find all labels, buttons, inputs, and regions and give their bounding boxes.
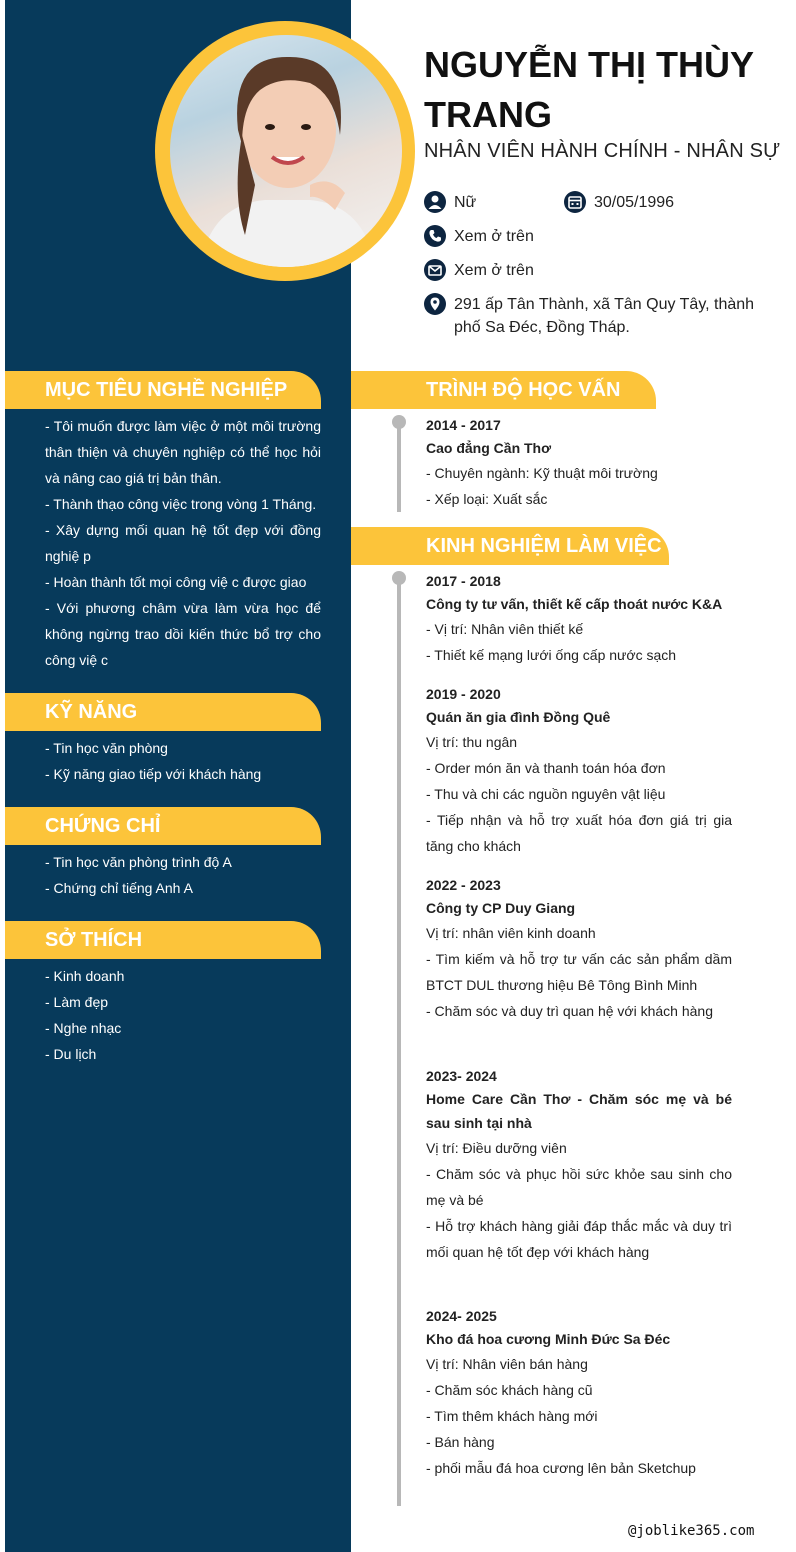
entry-line: - phối mẫu đá hoa cương lên bản Sketchup: [426, 1460, 696, 1476]
job-title: NHÂN VIÊN HÀNH CHÍNH - NHÂN SỰ: [424, 140, 781, 162]
phone-value: Xem ở trên: [454, 228, 534, 245]
certificates-heading: CHỨNG CHỈ: [5, 807, 321, 845]
entry-line: Vị trí: Điều dưỡng viên: [426, 1140, 567, 1156]
experience-entry: [426, 570, 732, 668]
objective-heading: MỤC TIÊU NGHỀ NGHIỆP: [5, 371, 321, 409]
entry-years: 2014 - 2017: [426, 417, 501, 433]
hobby-item: - Làm đẹp: [45, 994, 109, 1010]
skills-heading: KỸ NĂNG: [5, 693, 321, 731]
entry-org: Công ty CP Duy Giang: [426, 900, 576, 916]
skill-item: - Tin học văn phòng: [45, 740, 168, 756]
entry-years: 2022 - 2023: [426, 877, 501, 893]
calendar-icon: [564, 191, 586, 213]
location-icon: [424, 293, 446, 315]
entry-line: Vị trí: Nhân viên bán hàng: [426, 1356, 588, 1372]
hobbies-list: [45, 963, 321, 1067]
entry-org: Home Care Cần Thơ - Chăm sóc mẹ và bé sau sinh tại nhà: [426, 1091, 732, 1131]
education-entry: [426, 414, 732, 512]
entry-line: - Chăm sóc và phục hồi sức khỏe sau sinh cho mẹ và bé: [426, 1166, 732, 1208]
phone-row: [424, 225, 534, 248]
education-heading: TRÌNH ĐỘ HỌC VẤN: [351, 371, 656, 409]
skill-item: - Kỹ năng giao tiếp với khách hàng: [45, 766, 262, 782]
objective-list: [45, 413, 321, 673]
entry-line: - Tìm kiếm và hỗ trợ tư vấn các sản phẩm dầm BTCT DUL thương hiệu Bê Tông Bình Minh: [426, 951, 732, 993]
profile-photo: [170, 35, 402, 267]
hobby-item: - Du lịch: [45, 1046, 97, 1062]
address-row: [424, 293, 780, 339]
user-icon: [424, 191, 446, 213]
experience-timeline: [397, 576, 401, 1506]
gender-value: Nữ: [454, 194, 477, 211]
certificate-item: - Chứng chỉ tiếng Anh A: [45, 880, 193, 896]
certificate-item: - Tin học văn phòng trình độ A: [45, 854, 232, 870]
certificates-list: [45, 849, 321, 901]
timeline-dot: [392, 571, 406, 585]
experience-entry: [426, 1065, 732, 1265]
phone-icon: [424, 225, 446, 247]
skills-list: [45, 735, 321, 787]
experience-heading: KINH NGHIỆM LÀM VIỆC: [351, 527, 669, 565]
objective-item: - Với phương châm vừa làm vừa học để không ngừng trao dồi kiến thức bổ trợ cho công việ c: [45, 600, 321, 668]
birthday-row: [564, 191, 674, 214]
experience-entry: [426, 683, 732, 859]
entry-org: Quán ăn gia đình Đồng Quê: [426, 709, 611, 725]
entry-years: 2023- 2024: [426, 1068, 497, 1084]
email-icon: [424, 259, 446, 281]
experience-entry: [426, 874, 732, 1024]
entry-line: - Bán hàng: [426, 1434, 495, 1450]
hobby-item: - Nghe nhạc: [45, 1020, 122, 1036]
entry-org: Cao đẳng Cần Thơ: [426, 440, 552, 456]
entry-line: - Vị trí: Nhân viên thiết kế: [426, 621, 584, 637]
objective-item: - Thành thạo công việc trong vòng 1 Tháng.: [45, 496, 317, 512]
entry-line: - Xếp loại: Xuất sắc: [426, 491, 548, 507]
birthday-value: 30/05/1996: [594, 194, 675, 211]
entry-org: Kho đá hoa cương Minh Đức Sa Đéc: [426, 1331, 671, 1347]
objective-item: - Hoàn thành tốt mọi công việ c được giao: [45, 574, 307, 590]
entry-line: - Hỗ trợ khách hàng giải đáp thắc mắc và duy trì mối quan hệ tốt đẹp với khách hàng: [426, 1218, 732, 1260]
entry-line: - Order món ăn và thanh toán hóa đơn: [426, 760, 666, 776]
gender-row: [424, 191, 476, 214]
hobbies-heading: SỞ THÍCH: [5, 921, 321, 959]
entry-line: - Tìm thêm khách hàng mới: [426, 1408, 598, 1424]
entry-years: 2017 - 2018: [426, 573, 501, 589]
entry-line: Vị trí: nhân viên kinh doanh: [426, 925, 596, 941]
experience-entry: [426, 1305, 732, 1481]
hobby-item: - Kinh doanh: [45, 968, 125, 984]
objective-item: - Xây dựng mối quan hệ tốt đẹp với đồng nghiệ p: [45, 522, 321, 564]
email-value: Xem ở trên: [454, 262, 534, 279]
entry-line: - Thiết kế mạng lưới ống cấp nước sạch: [426, 647, 677, 663]
entry-line: Vị trí: thu ngân: [426, 734, 518, 750]
entry-line: - Tiếp nhận và hỗ trợ xuất hóa đơn giá trị gia tăng cho khách: [426, 812, 732, 854]
entry-line: - Chăm sóc khách hàng cũ: [426, 1382, 593, 1398]
timeline-dot: [392, 415, 406, 429]
watermark: @joblike365.com: [628, 1523, 755, 1539]
objective-item: - Tôi muốn được làm việc ở một môi trường thân thiện và chuyên nghiệp có thể học hỏi và nâng cao giá trị bản thân.: [45, 418, 321, 486]
entry-org: Công ty tư vấn, thiết kế cấp thoát nước K&A: [426, 596, 723, 612]
email-row: [424, 259, 534, 282]
entry-years: 2019 - 2020: [426, 686, 501, 702]
entry-line: - Chuyên ngành: Kỹ thuật môi trường: [426, 465, 658, 481]
candidate-name: NGUYỄN THỊ THÙY TRANG: [424, 44, 754, 135]
entry-years: 2024- 2025: [426, 1308, 497, 1324]
address-value: 291 ấp Tân Thành, xã Tân Quy Tây, thành phố Sa Đéc, Đồng Tháp.: [454, 296, 755, 336]
education-timeline: [397, 420, 401, 512]
entry-line: - Thu và chi các nguồn nguyên vật liệu: [426, 786, 666, 802]
entry-line: - Chăm sóc và duy trì quan hệ với khách hàng: [426, 1003, 713, 1019]
